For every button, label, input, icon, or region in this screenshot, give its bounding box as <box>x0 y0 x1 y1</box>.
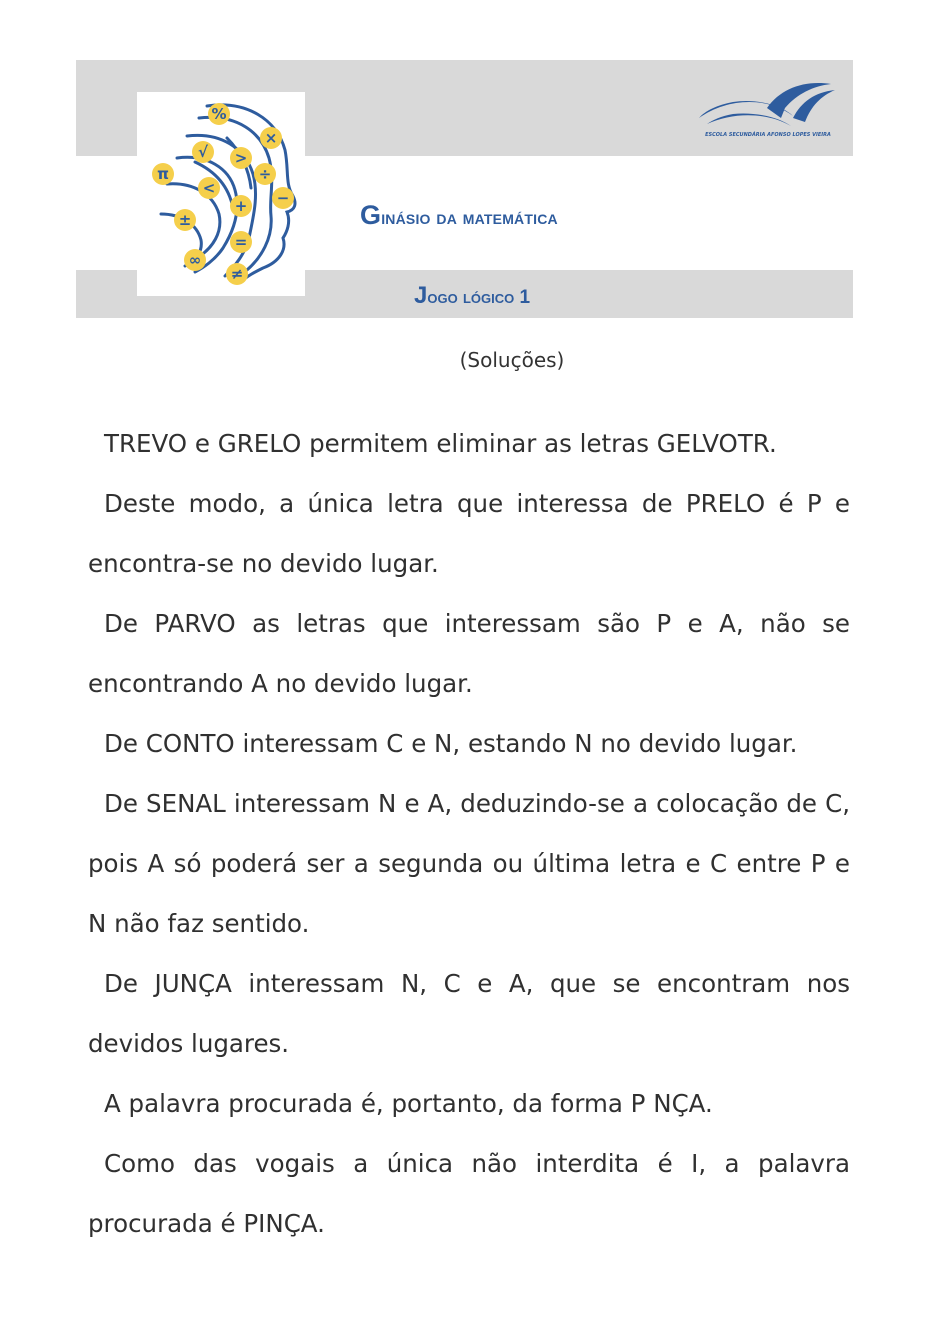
logo-symbol-sqrt: √ <box>197 143 209 161</box>
paragraph: A palavra procurada é, portanto, da forma P NÇA. <box>104 1089 713 1118</box>
paragraph: De SENAL interessam N e A, deduzindo-se a colocação de C, pois A só poderá ser a segunda ou última letra e C entre P e N não faz sentido. <box>88 789 850 938</box>
solutions-heading: (Soluções) <box>459 348 565 372</box>
page-title <box>360 200 558 231</box>
logo-symbol-greater: > <box>234 149 248 167</box>
logo-symbol-percent: % <box>211 105 227 123</box>
page-subtitle <box>414 282 530 310</box>
paragraph: De JUNÇA interessam N, C e A, que se encontram nos devidos lugares. <box>88 969 850 1058</box>
school-arcs-icon <box>697 78 839 140</box>
page-title-rest: inásio da matemática <box>381 207 558 229</box>
school-name: ESCOLA SECUNDÁRIA AFONSO LOPES VIEIRA <box>705 132 831 138</box>
logo-symbol-pi: π <box>157 165 169 183</box>
logo-symbol-divide: ÷ <box>258 165 272 183</box>
solution-text <box>88 414 850 1254</box>
math-head-icon <box>137 92 305 296</box>
logo-symbol-minus: − <box>276 189 290 207</box>
page-subtitle-initial: J <box>414 282 428 309</box>
logo-symbol-equals: = <box>234 233 248 251</box>
paragraph: TREVO e GRELO permitem eliminar as letras GELVOTR. <box>104 429 777 458</box>
paragraph: Como das vogais a única não interdita é I, a palavra procurada é PINÇA. <box>88 1149 850 1238</box>
logo-symbol-plusminus: ± <box>178 211 192 229</box>
paragraph: De PARVO as letras que interessam são P e A, não se encontrando A no devido lugar. <box>88 609 850 698</box>
logo-symbol-notequal: ≠ <box>230 265 244 283</box>
paragraph: Deste modo, a única letra que interessa de PRELO é P e encontra-se no devido lugar. <box>88 489 850 578</box>
math-gym-logo <box>137 92 305 296</box>
paragraph: De CONTO interessam C e N, estando N no devido lugar. <box>104 729 798 758</box>
logo-symbol-times: × <box>264 129 278 147</box>
school-logo <box>697 78 839 140</box>
logo-symbol-less: < <box>202 179 216 197</box>
logo-symbol-infinity: ∞ <box>188 251 202 269</box>
logo-symbol-plus: + <box>234 197 248 215</box>
page-subtitle-rest: ogo lógico 1 <box>427 287 531 308</box>
page-title-initial: G <box>360 200 382 230</box>
document-header <box>76 60 853 318</box>
